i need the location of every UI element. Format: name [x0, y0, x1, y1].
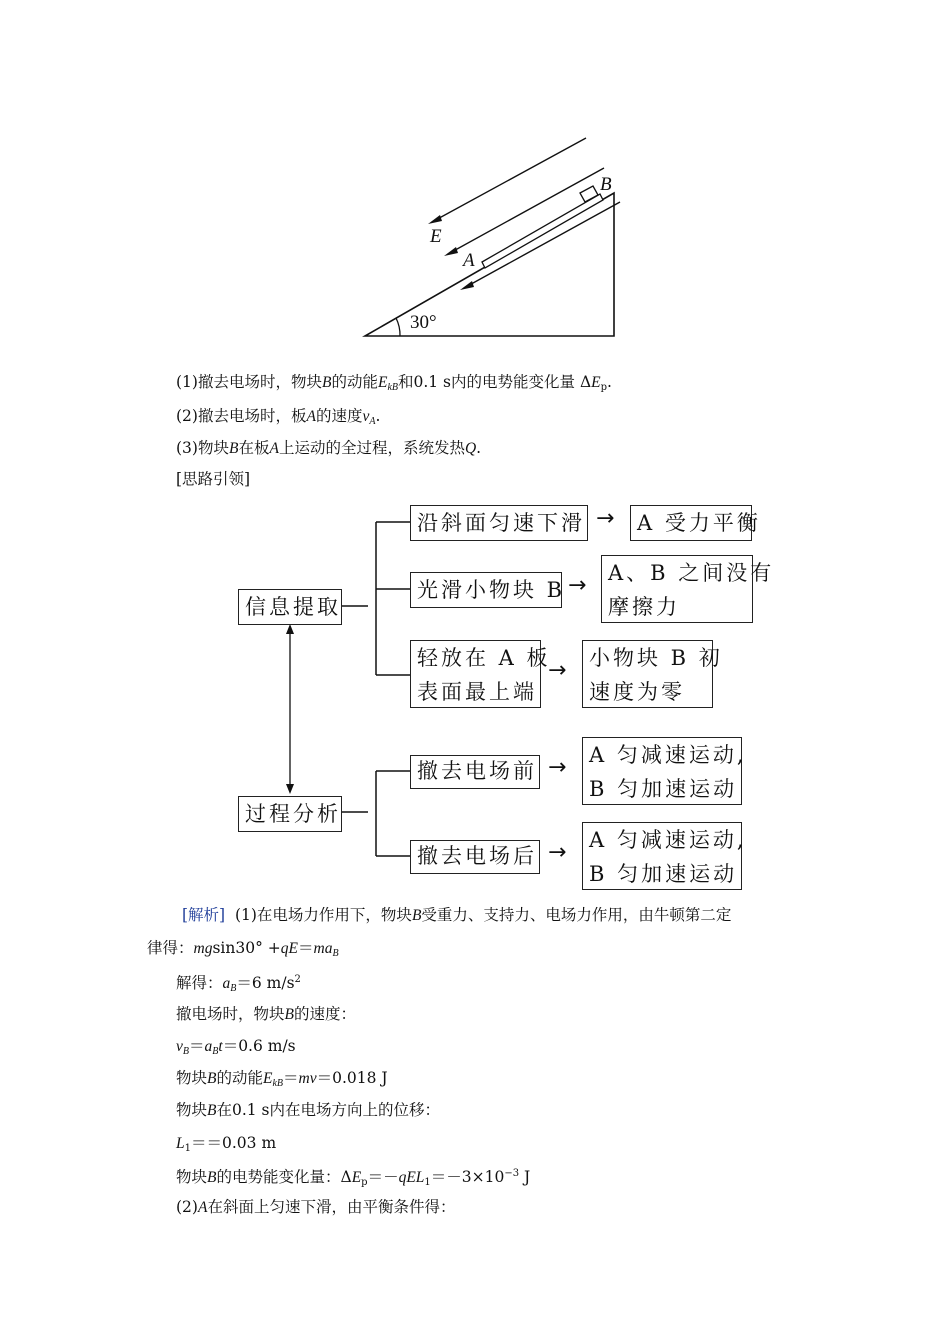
result-before-motion: A 匀减速运动, B 匀加速运动: [582, 737, 742, 805]
result-force-balance: A 受力平衡: [630, 505, 752, 541]
cond-uniform-slide: 沿斜面匀速下滑: [410, 505, 588, 541]
arrow-2: →: [568, 573, 587, 598]
analysis-line-8: $L_1==0.03$ m: [176, 1134, 277, 1154]
cond-smooth-block: 光滑小物块 B: [410, 572, 562, 608]
question-2: (2)撤去电场时，板A的速度$v_A$.: [176, 407, 381, 427]
cond-before-removal: 撤去电场前: [410, 755, 540, 789]
label-a: A: [463, 250, 475, 271]
root-process-analysis: 过程分析: [238, 796, 342, 832]
cond-after-removal: 撤去电场后: [410, 840, 540, 874]
label-b: B: [600, 174, 612, 195]
analysis-line-6: 物块B的动能$E_{kB}=mv=0.018$ J: [176, 1069, 388, 1089]
analysis-line-3: 解得：$a_B=6$ $m/s^2$: [176, 974, 301, 994]
arrow-4: →: [548, 755, 567, 780]
analysis-line-10: (2)A在斜面上匀速下滑，由平衡条件得：: [176, 1198, 456, 1216]
result-no-friction: A、B 之间没有 摩擦力: [601, 555, 753, 623]
analysis-line-4: 撤电场时，物块B的速度：: [176, 1005, 356, 1023]
arrow-5: →: [548, 840, 567, 865]
label-e: E: [430, 226, 442, 247]
root-info-extraction: 信息提取: [238, 589, 342, 625]
result-after-motion: A 匀减速运动, B 匀加速运动: [582, 822, 742, 890]
analysis-tag: [解析]: [182, 906, 226, 924]
analysis-line-5: $v_B=a_Bt=0.6$ m/s: [176, 1037, 296, 1057]
question-3: (3)物块B在板A上运动的全过程，系统发热Q.: [176, 439, 482, 457]
question-1: (1)撤去电场时，物块B的动能$E_{kB}$和0.1 s内的电势能变化量 $\Delta E_p$.: [176, 373, 612, 393]
section-title: [思路引领]: [176, 470, 251, 488]
analysis-line-9: 物块B的电势能变化量：$\Delta E_p=-qEL_1=-3\times 10^{-3}$ J: [176, 1168, 531, 1188]
analysis-line-1: [解析] (1)在电场力作用下，物块B受重力、支持力、电场力作用，由牛顿第二定: [182, 906, 732, 924]
cond-placed-top: 轻放在 A 板 表面最上端: [410, 640, 541, 708]
arrow-1: →: [596, 506, 615, 531]
result-zero-velocity: 小物块 B 初 速度为零: [582, 640, 713, 708]
analysis-line-7: 物块B在0.1 s内在电场方向上的位移：: [176, 1101, 441, 1119]
label-angle: 30°: [410, 312, 437, 333]
arrow-3: →: [548, 658, 567, 683]
analysis-line-2: 律得：$mgsin30^\circ +qE=ma_B$: [147, 939, 339, 959]
